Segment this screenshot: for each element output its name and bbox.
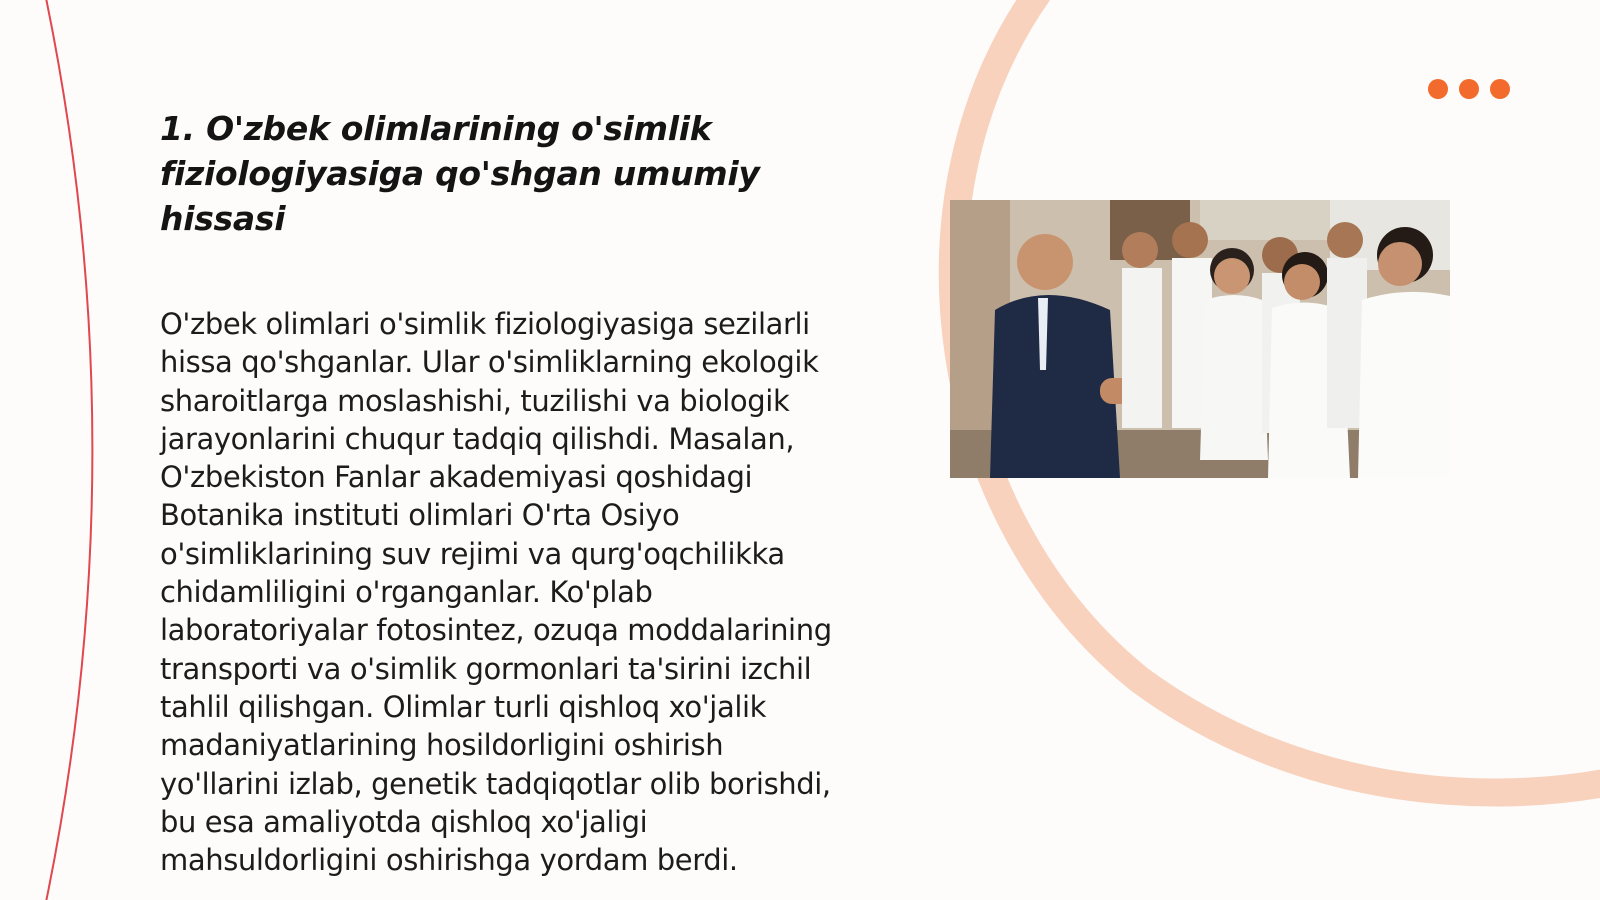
photo-image [950, 200, 1450, 478]
slide-title: 1. O'zbek olimlarining o'simlik fiziologiyasiga qo'shgan umumiy hissasi [160, 109, 760, 238]
left-red-curve [46, 0, 93, 900]
dot-icon [1490, 79, 1510, 99]
dot-icon [1428, 79, 1448, 99]
dot-icon [1459, 79, 1479, 99]
slide-body-text: O'zbek olimlari o'simlik fiziologiyasiga sezilarli hissa qo'shganlar. Ular o'simliklarning ekologik sharoitlarga moslashishi, tuzilishi va biologik jarayonlarini chuqur tadqiq qilishdi. Masalan, O'zbekiston Fanlar akademiyasi qoshidagi Botanika instituti olimlari O'rta Osiyo o'simliklarining suv rejimi va qurg'oqchilikka chidamliligini o'rganganlar. Ko'plab laboratoriyalar fotosintez, ozuqa moddalarining transporti va o'simlik gormonlari ta'sirini izchil tahlil qilishgan. Olimlar turli qishloq xo'jalik madaniyatlarining hosildorligini oshirish yo'llarini izlab, genetik tadqiqotlar olib borishdi, bu esa amaliyotda qishloq xo'jaligi mahsuldorligini oshirishga yordam berdi. [160, 307, 832, 878]
photo-illustration [950, 200, 1450, 478]
more-dots-icon [1428, 79, 1510, 99]
